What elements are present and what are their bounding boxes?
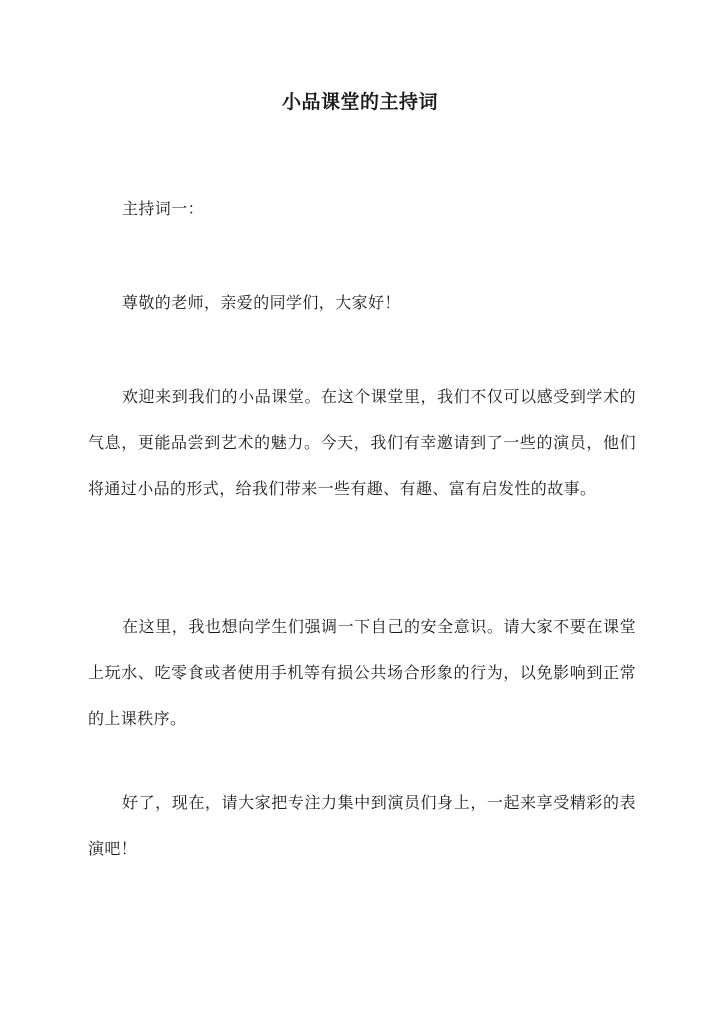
paragraph-welcome: 欢迎来到我们的小品课堂。在这个课堂里，我们不仅可以感受到学术的气息，更能品尝到艺术的魅力。今天，我们有幸邀请到了一些的演员，他们将通过小品的形式，给我们带来一些有趣、有趣、富有启发性的故事。: [88, 387, 636, 498]
document-title: 小品课堂的主持词: [281, 91, 438, 113]
paragraph-host-label: 主持词一：: [122, 199, 205, 218]
paragraph-safety: 在这里，我也想向学生们强调一下自己的安全意识。请大家不要在课堂上玩水、吃零食或者使用手机等有损公共场合形象的行为，以免影响到正常的上课秩序。: [88, 617, 636, 728]
paragraph-greeting: 尊敬的老师，亲爱的同学们，大家好！: [122, 293, 401, 312]
paragraph-closing: 好了，现在，请大家把专注力集中到演员们身上，一起来享受精彩的表演吧！: [88, 793, 636, 858]
